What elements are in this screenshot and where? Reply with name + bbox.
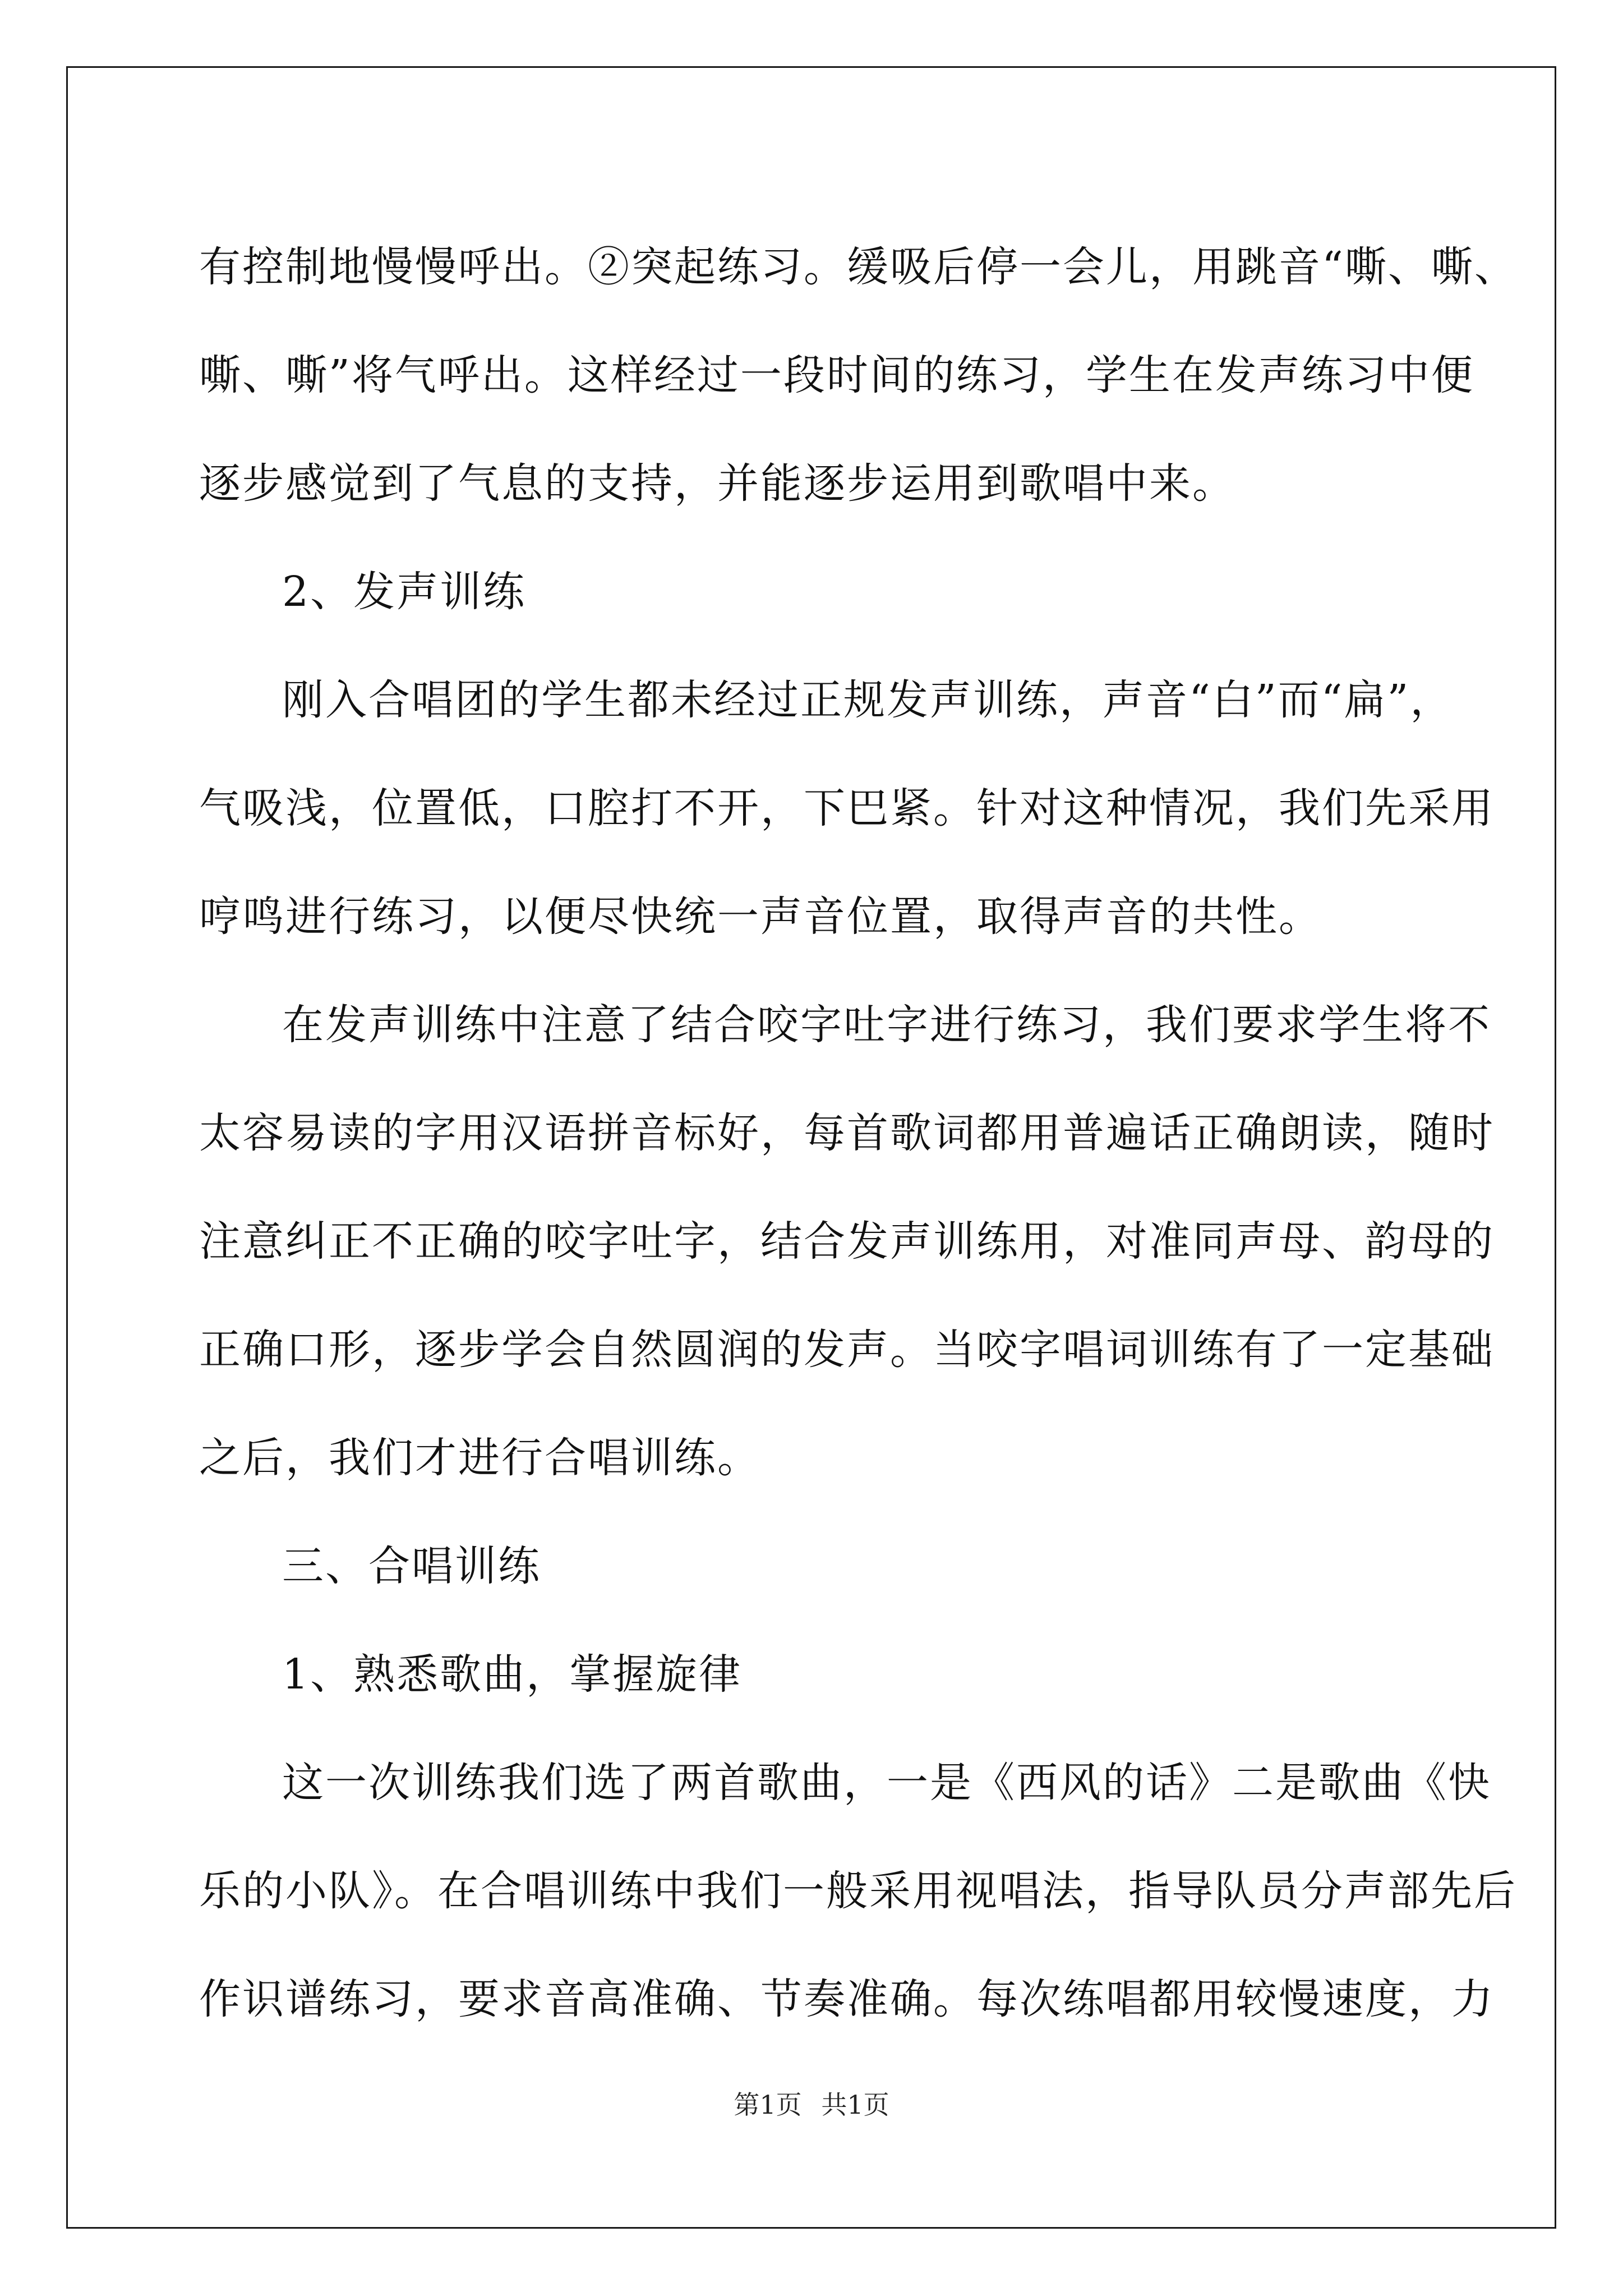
section-heading: 2、发声训练	[282, 568, 527, 616]
text-line: 正确口形，逐步学会自然圆润的发声。当咬字唱词训练有了一定基础	[199, 1326, 1495, 1374]
text-line: 在发声训练中注意了结合咬字吐字进行练习，我们要求学生将不	[282, 1001, 1491, 1049]
text-line: 刚入合唱团的学生都未经过正规发声训练，声音“白”而“扁”，	[282, 676, 1454, 724]
text-line: 太容易读的字用汉语拼音标好，每首歌词都用普遍话正确朗读，随时	[199, 1109, 1495, 1157]
text-line: 气吸浅，位置低，口腔打不开，下巴紧。针对这种情况，我们先采用	[199, 784, 1495, 832]
subsection-heading: 1、熟悉歌曲，掌握旋律	[282, 1650, 743, 1699]
text-line: 嘶、嘶”将气呼出。这样经过一段时间的练习，学生在发声练习中便	[199, 351, 1474, 399]
text-line: 逐步感觉到了气息的支持，并能逐步运用到歌唱中来。	[199, 459, 1235, 508]
text-line: 注意纠正不正确的咬字吐字，结合发声训练用，对准同声母、韵母的	[199, 1217, 1495, 1266]
text-line: 有控制地慢慢呼出。②突起练习。缓吸后停一会儿，用跳音“嘶、嘶、	[199, 243, 1518, 291]
document-body	[199, 213, 1518, 2054]
page-number-total: 共1页	[821, 2090, 889, 2120]
text-line: 作识谱练习，要求音高准确、节奏准确。每次练唱都用较慢速度，力	[199, 1975, 1495, 2023]
text-line: 哼鸣进行练习，以便尽快统一声音位置，取得声音的共性。	[199, 892, 1322, 941]
page-number-current: 第1页	[734, 2090, 802, 2120]
text-line: 之后，我们才进行合唱训练。	[199, 1434, 760, 1482]
text-line: 这一次训练我们选了两首歌曲，一是《西风的话》二是歌曲《快	[282, 1759, 1491, 1807]
page-footer	[0, 2088, 1623, 2122]
text-line: 乐的小队》。在合唱训练中我们一般采用视唱法，指导队员分声部先后	[199, 1867, 1517, 1915]
section-heading: 三、合唱训练	[282, 1542, 541, 1590]
